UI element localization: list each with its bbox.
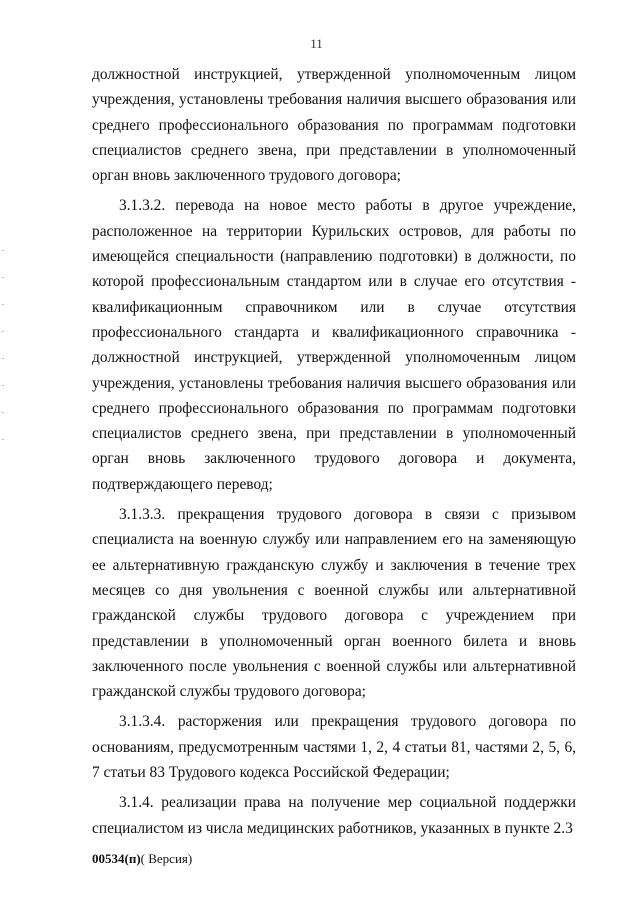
document-footer [92, 851, 192, 867]
paragraph-3-1-4: 3.1.4. реализации права на получение мер социальной поддержки специалистом из числа медицинских работников, указанных в пункте 2.3 [92, 794, 576, 837]
paragraph-3-1-3-3: 3.1.3.3. прекращения трудового договора в связи с призывом специалиста на военную службу или направлением его на заменяющую ее альтернативную гражданскую службу и заключения в течение трех месяцев со дня увольнения с военной службы или альтернативной гражданской службы трудового договора с учреждением при представлении в уполномоченный орган военного билета и вновь заключенного после увольнения с военной службы или альтернативной гражданской службы трудового договора; [92, 506, 576, 701]
paragraph-3-1-3-2: 3.1.3.2. перевода на новое место работы в другое учреждение, расположенное на территории Курильских островов, для работы по имеющейся специальности (направлению подготовки) в должности, по которой профессиональным стандартом или в случае его отсутствия - квалификационным справочником или в случае отсутствия профессионального стандарта и квалификационного справочника - должностной инструкцией, утвержденной уполномоченным лицом учреждения, установлены требования наличия высшего образования или среднего профессионального образования по программам подготовки специалистов среднего звена, при представлении в уполномоченный орган вновь заключенного трудового договора и документа, подтверждающего перевод; [92, 197, 576, 493]
margin-scan-marks [2, 250, 6, 490]
document-code: 00534(п) [92, 851, 141, 866]
paragraph-continuation: должностной инструкцией, утвержденной уполномоченным лицом учреждения, установлены требования наличия высшего образования или среднего профессионального образования по программам подготовки специалистов среднего звена, при представлении в уполномоченный орган вновь заключенного трудового договора; [92, 66, 576, 185]
paragraph-3-1-3-4: 3.1.3.4. расторжения или прекращения трудового договора по основаниям, предусмотренным частями 1, 2, 4 статьи 81, частями 2, 5, 6, 7 статьи 83 Трудового кодекса Российской Федерации; [92, 713, 576, 782]
document-body [92, 62, 576, 846]
page-number: 11 [310, 36, 323, 51]
document-version: ( Версия) [140, 851, 193, 866]
